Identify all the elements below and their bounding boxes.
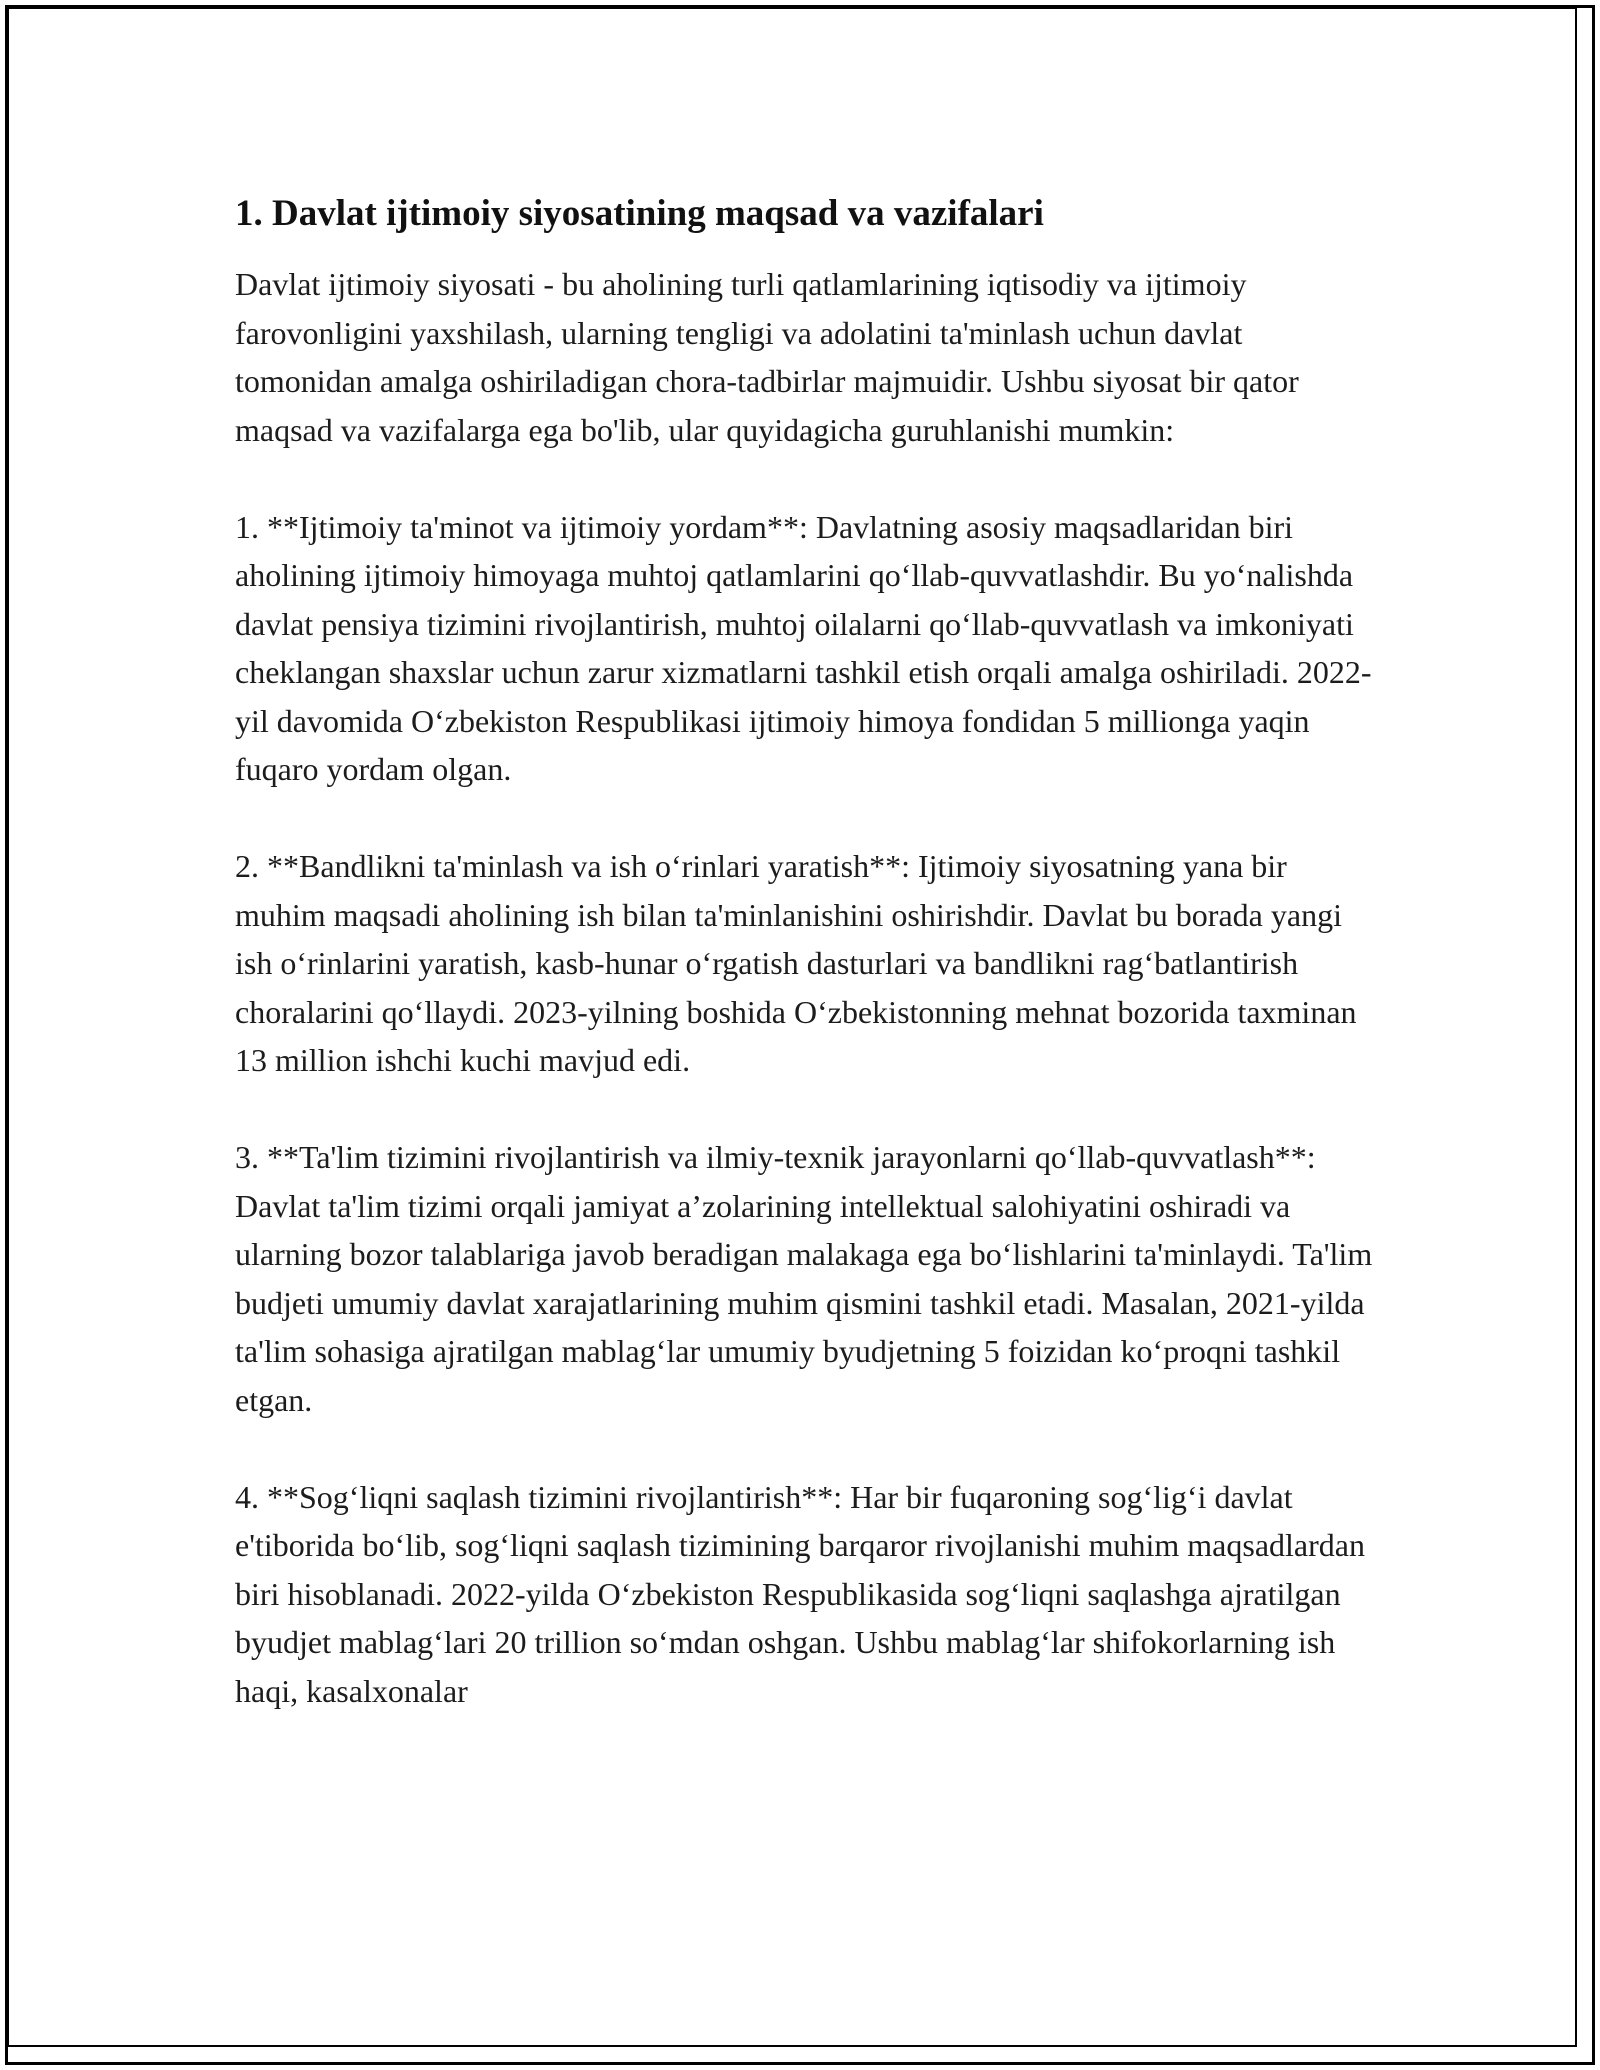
- page-title: 1. Davlat ijtimoiy siyosatining maqsad va vazifalari: [235, 193, 1044, 234]
- paragraph-social-security: 1. **Ijtimoiy ta'minot va ijtimoiy yordam**: Davlatning asosiy maqsadlaridan biri aholining ijtimoiy himoyaga muhtoj qatlamlarini qo‘llab-quvvatlashdir. Bu yo‘nalishda davlat pensiya tizimini rivojlantirish, muhtoj oilalarni qo‘llab-quvvatlash va imkoniyati cheklangan shaxslar uchun zarur xizmatlarni tashkil etish orqali amalga oshiriladi. 2022-yil davomida O‘zbekiston Respublikasi ijtimoiy himoya fondidan 5 millionga yaqin fuqaro yordam olgan.: [235, 508, 1372, 787]
- paragraph-employment: 2. **Bandlikni ta'minlash va ish o‘rinlari yaratish**: Ijtimoiy siyosatning yana bir muhim maqsadi aholining ish bilan ta'minlanishini oshirishdir. Davlat bu borada yangi ish o‘rinlarini yaratish, kasb-hunar o‘rgatish dasturlari va bandlikni rag‘batlantirish choralarini qo‘llaydi. 2023-yilning boshida O‘zbekistonning mehnat bozorida taxminan 13 million ishchi kuchi mavjud edi.: [235, 848, 1357, 1078]
- paragraph-education: 3. **Ta'lim tizimini rivojlantirish va ilmiy-texnik jarayonlarni qo‘llab-quvvatlash**: Davlat ta'lim tizimi orqali jamiyat a’zolarining intellektual salohiyatini oshiradi va ularning bozor talablariga javob beradigan malakaga ega bo‘lishlarini ta'minlaydi. Ta'lim budjeti umumiy davlat xarajatlarining muhim qismini tashkil etadi. Masalan, 2021-yilda ta'lim sohasiga ajratilgan mablag‘lar umumiy byudjetning 5 foizidan ko‘proqni tashkil etgan.: [235, 1139, 1373, 1418]
- document-body: [235, 190, 1375, 1764]
- paragraph-intro: Davlat ijtimoiy siyosati - bu aholining turli qatlamlarining iqtisodiy va ijtimoiy farovonligini yaxshilash, ularning tengligi va adolatini ta'minlash uchun davlat tomonidan amalga oshiriladigan chora-tadbirlar majmuidir. Ushbu siyosat bir qator maqsad va vazifalarga ega bo'lib, ular quyidagicha guruhlanishi mumkin:: [235, 266, 1299, 448]
- paragraph-healthcare: 4. **Sog‘liqni saqlash tizimini rivojlantirish**: Har bir fuqaroning sog‘lig‘i davlat e'tiborida bo‘lib, sog‘liqni saqlash tizimining barqaror rivojlanishi muhim maqsadlardan biri hisoblanadi. 2022-yilda O‘zbekiston Respublikasida sog‘liqni saqlashga ajratilgan byudjet mablag‘lari 20 trillion so‘mdan oshgan. Ushbu mablag‘lar shifokorlarning ish haqi, kasalxonalar: [235, 1478, 1365, 1709]
